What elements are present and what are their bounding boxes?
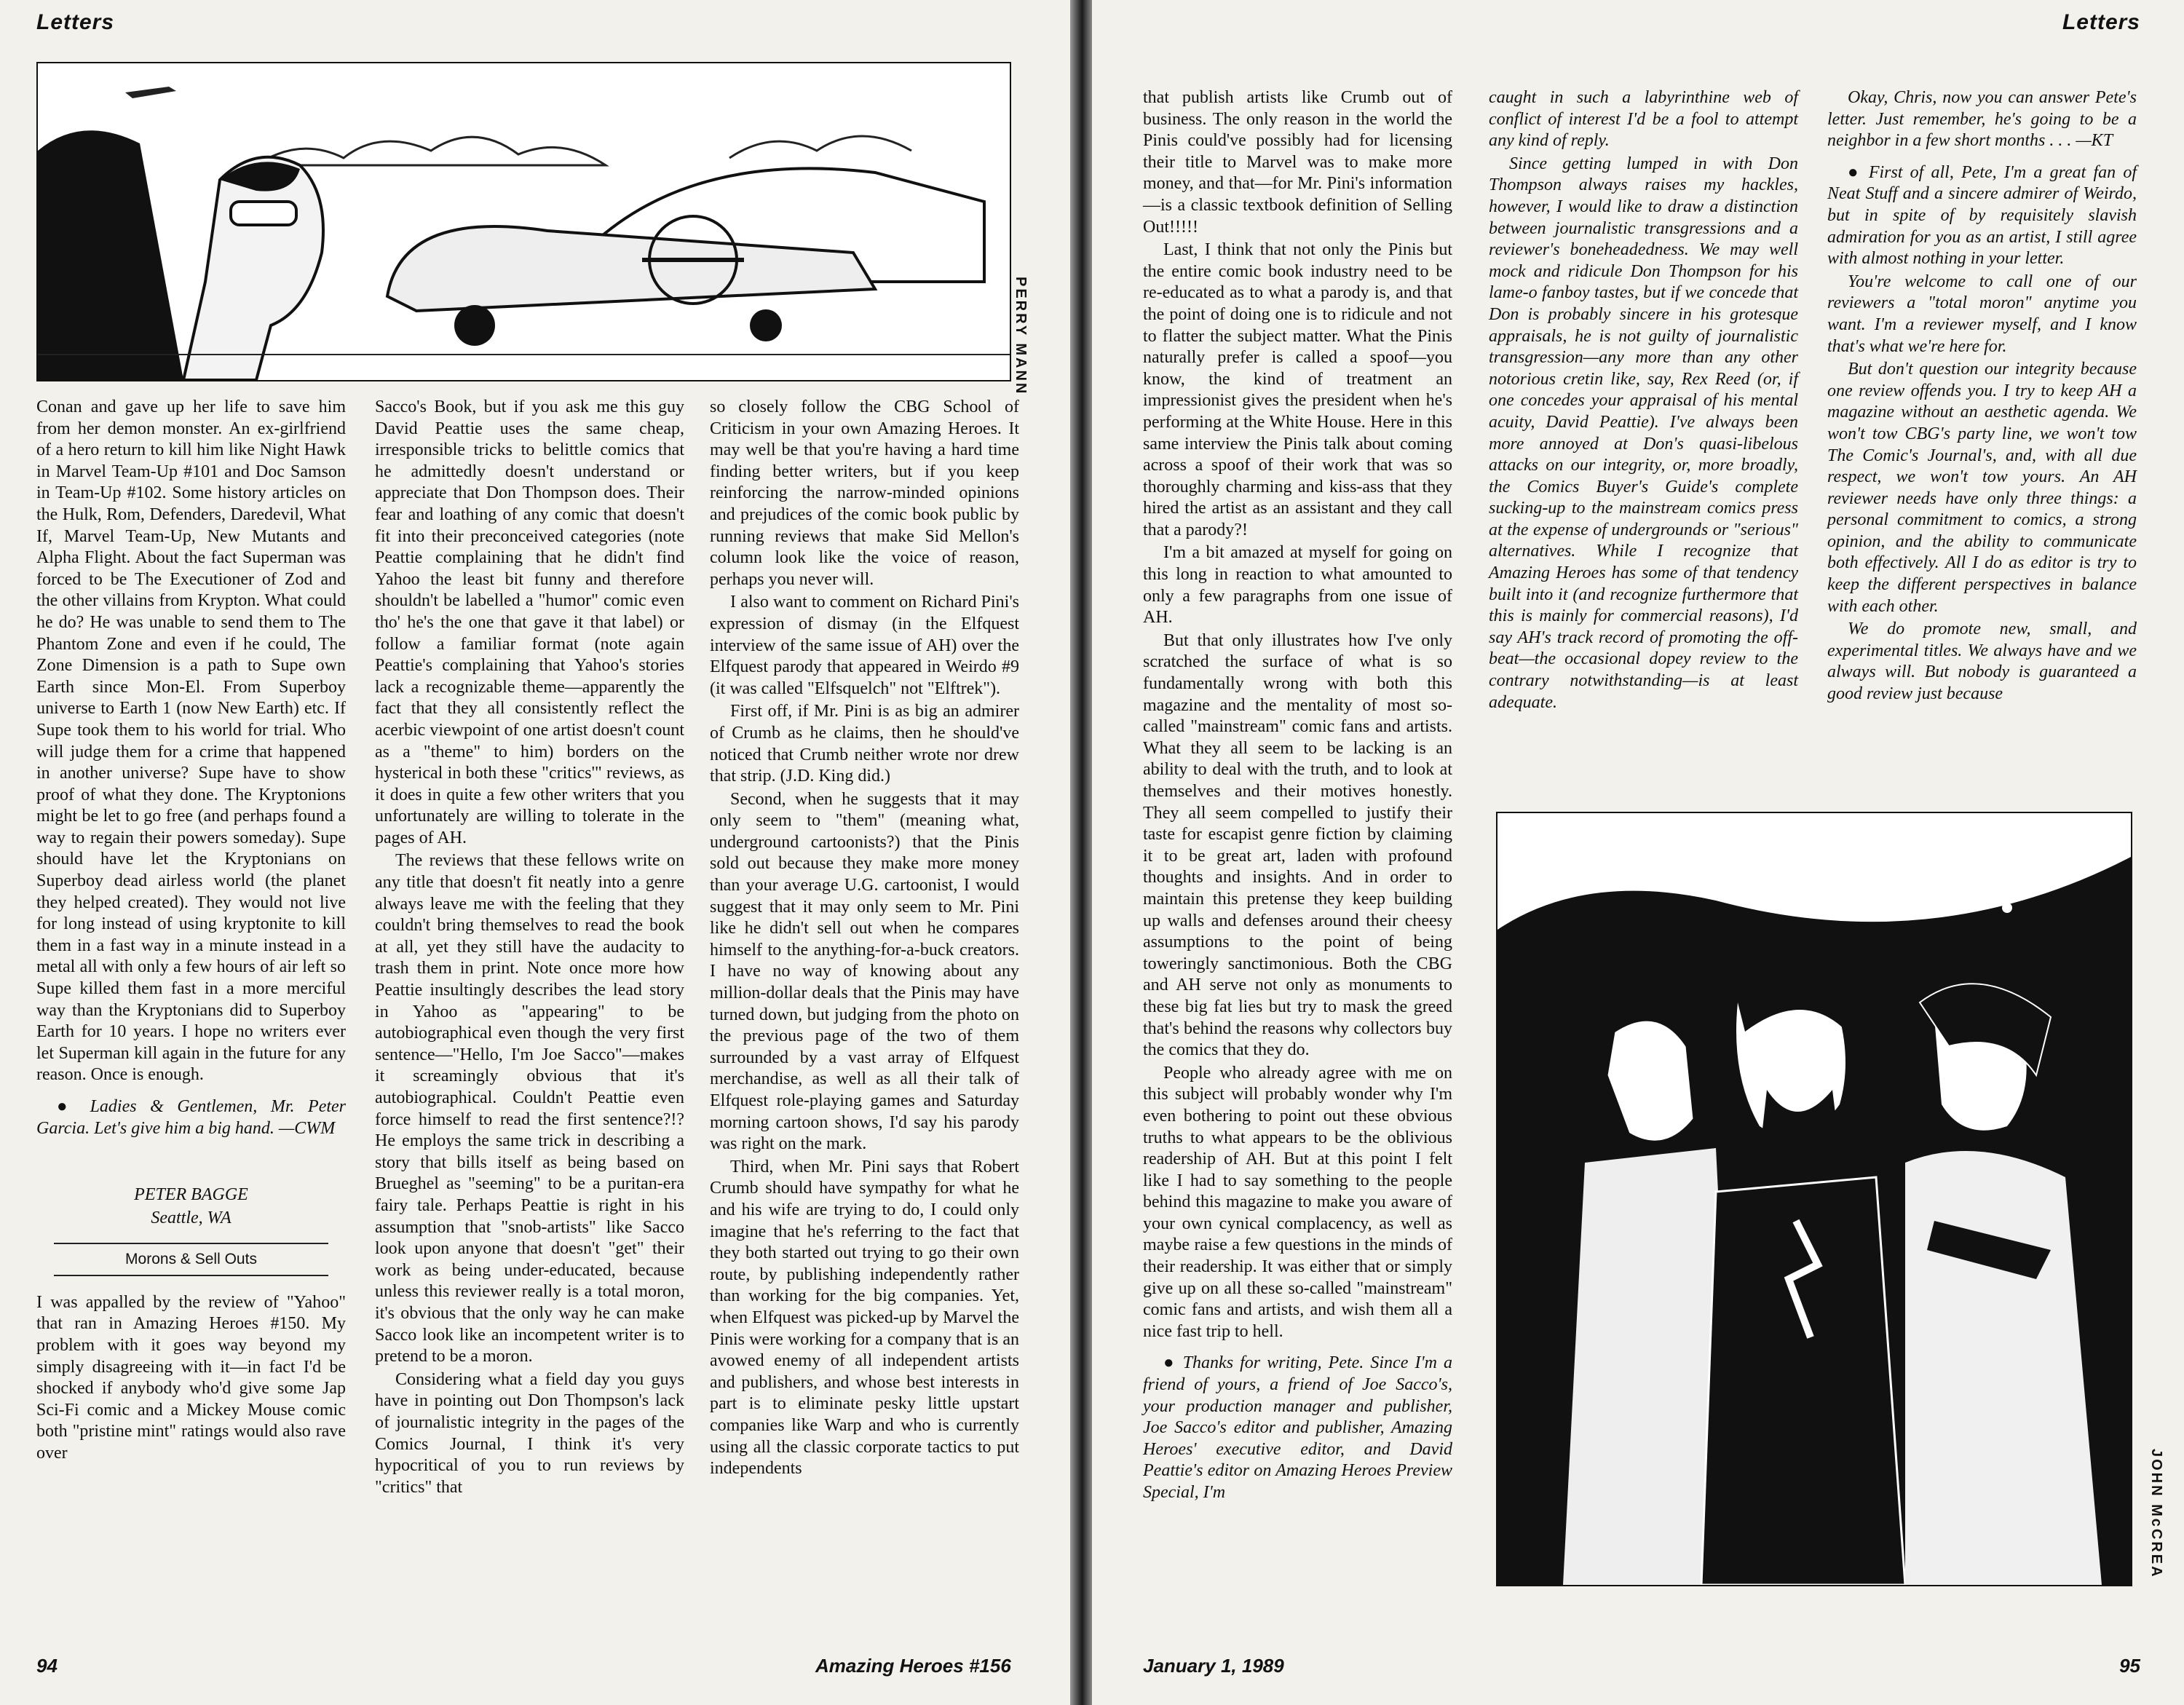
letter-location: Seattle, WA [151,1208,232,1228]
letter-signature [36,1183,346,1230]
letter-heading: Morons & Sell Outs [54,1243,328,1276]
letter-paragraph: Sacco's Book, but if you ask me this guy David Peattie uses the same cheap, irresponsible tricks to belittle comics that he admittedly doesn't understand or appreciate that Don Thompson does. Their fear and loathing of any comic that doesn't fit into their preconceived categories (note Peattie complaining that he didn't find Yahoo the least bit funny and therefore shouldn't be labelled a "humor" comic even tho' he's the one that gave it that label) or follow a familiar format (note again Peattie's complaining that Yahoo's stories lack a recognizable theme—apparently the fact that they all consistently reflect the acerbic viewpoint of one artist doesn't count as a "theme" to him) borders on the hysterical in both these "critics'" reviews, as it does in quite a few other writers that you unfortunately are willing to tolerate in the pages of AH. [375,397,684,847]
right-column-2 [1489,87,1798,715]
right-page [1092,0,2184,1705]
left-page [0,0,1070,1705]
letter-paragraph: People who already agree with me on this subject will probably wonder why I'm even bothering to point out these obvious truths to what appears to be the oblivious readership of AH. But at this point I felt like I had to say something to the people behind this magazine to make you aware of your own cynical complacency, as well as maybe raise a few questions in the minds of their readership. It was either that or simply give up on all these so-called "mainstream" comic fans and artists, and wish them all a nice fast trip to hell. [1143,1063,1452,1341]
letter-paragraph: I also want to comment on Richard Pini's expression of dismay (in the Elfquest interview of the same issue of AH) over the Elfquest parody that appeared in Weirdo #9 (it was called "Elfsquelch" not "Elftrek"). [710,593,1019,698]
letter-paragraph: Conan and gave up her life to save him from her demon monster. An ex-girlfriend of a hero return to kill him like Night Hawk in Marvel Team-Up #101 and Doc Samson in Team-Up #102. Some history articles on the Hulk, Rom, Defenders, Daredevil, What If, Marvel Team-Up, New Mutants and Alpha Flight. About the fact Superman was forced to be The Executioner of Zod and the other villains from Krypton. What could he do? He was unable to send them to The Phantom Zone and even if he could, The Zone Dimension is a path to Supe own Earth since Mon-El. From Superboy universe to Earth 1 (now New Earth) etc. If Supe took them to his world for trial. Who will judge them for a crime that happened in another universe? Supe have to show proof of what they done. The Kryptonions might be let to go free (and perhaps found a way to regain their powers someday). Supe should have let the Kryptonians on Superboy dead airless world (the planet they helped created). They would not live for long instead of using kryptonite to kill them in a fast way in a minute instead in a metal all with only a few hours of air left so Supe killed them fast in a more merciful way than the Kryptonians did to Superboy Earth for 10 years. I hope no writers ever let Superman kill again in the future for any reason. Once is enough. [36,397,346,1085]
letter-paragraph: Third, when Mr. Pini says that Robert Crumb should have sympathy for what he and his wife are trying to do, I could only imagine that he's referring to the fact that they both started out trying to go their own route, by publishing independently rather than working for the big companies. Yet, when Elfquest was picked-up by Marvel the Pinis were working for a company that is an avowed enemy of all independent artists and publishers, and whose best interests in part is to eliminate pesky little upstart companies like Warp and who is currently using all the classic corporate tactics to put independents [710,1157,1019,1479]
editor-paragraph: We do promote new, small, and experimental titles. We always have and we always will. But nobody is guaranteed a good review just because [1827,620,2137,704]
characters-illustration [1496,812,2132,1586]
page-number: 94 [36,1655,58,1677]
airfield-illustration-drawing [38,63,1010,380]
book-gutter [1070,0,1092,1705]
editor-paragraph: You're welcome to call one of our reviewers a "total moron" anytime you want. I'm a reviewer myself, and I know that's what we're here for. [1827,272,2137,356]
editor-paragraph: caught in such a labyrinthine web of conflict of interest I'd be a fool to attempt any kind of reply. [1489,88,1798,151]
left-column-2 [375,397,684,1500]
letter-paragraph: Second, when he suggests that it may only seem to "them" (meaning what, underground cartoonists?) that the Pinis sold out because they make more money than your average U.G. cartoonist, I would suggest that it may only seem to Mr. Pini like he didn't sell out when he compares himself to the anything-for-a-buck creators. I have no way of knowing about any million-dollar deals that the Pinis may have turned down, but judging from the photo on the previous page of the two of them surrounded by a vast array of Elfquest merchandise, as well as all their talk of Elfquest role-playing games and Saturday morning cartoon shows, I'd say his parody was right on the mark. [710,789,1019,1154]
right-column-1 [1143,87,1452,1506]
issue-date: January 1, 1989 [1143,1655,1284,1677]
letter-paragraph: that publish artists like Crumb out of business. The only reason in the world the Pinis could've possibly had for licensing their title to Marvel was to make more money, and that—for Mr. Pini's information—is a classic textbook definition of Selling Out!!!!! [1143,88,1452,237]
art-credit: PERRY MANN [1013,277,1029,396]
editor-paragraph: Since getting lumped in with Don Thompson always raises my hackles, however, I would like to draw a distinction between journalistic transgressions and a reviewer's boneheadedness. We may well mock and ridicule Don Thompson for his lame-o fanboy tastes, but if we concede that Don is probably sincere in his grotesque appraisals, he is not guilty of journalistic transgression—any more than any other notorious cretin like, say, Rex Reed (or, if one concedes your appraisal of his mental acuity, David Peattie). I've always been more annoyed at Don's quasi-libelous attacks on our integrity, or, more broadly, the Comics Buyer's Guide's complete sucking-up to the mainstream comics press at the expense of undergrounds or "serious" alternatives. While I recognize that Amazing Heroes has some of that tendency built into it (and recognize furthermore that this is mainly for commercial reasons), I'd say AH's track record of promoting the off-beat—the occasional dopey review to the contrary notwithstanding—is at least adequate. [1489,154,1798,712]
editor-paragraph: Okay, Chris, now you can answer Pete's letter. Just remember, he's going to be a neighbor in a few short months . . . —KT [1827,88,2137,151]
letter-paragraph: First off, if Mr. Pini is as big an admirer of Crumb as he claims, then he should've noticed that Crumb neither wrote nor drew that strip. (J.D. King did.) [710,702,1019,786]
letter-paragraph: Last, I think that not only the Pinis but the entire comic book industry need to be re-educated as to what a parody is, and that the point of doing one is to ridicule and not to flatter the subject matter. What the Pinis naturally prefer is called a spoof—you know, the kind of treatment an impressionist gives the president when he's performing at the White House. Here in this same interview the Pinis talk about coming across a spoof of their work that was so thoroughly charming and kiss-ass that they hired the artist as an assistant and they call that a parody?! [1143,240,1452,539]
magazine-issue: Amazing Heroes #156 [815,1655,1011,1677]
running-head: Letters [36,10,115,34]
letter-paragraph: I'm a bit amazed at myself for going on this long in reaction to what amounted to only a few paragraphs from one issue of AH. [1143,543,1452,628]
editor-paragraph: But don't question our integrity because one review offends you. I try to keep AH a magazine without an aesthetic agenda. We won't tow CBG's party line, we won't tow The Comic's Journal's, and, with all due respect, we won't tow yours. An AH reviewer needs have only three things: a personal commitment to comics, a strong opinion, and the ability to communicate both effectively. All I do as editor is try to keep the different perspectives in balance with each other. [1827,360,2137,616]
left-column-1 [36,397,346,1466]
letter-paragraph: But that only illustrates how I've only scratched the surface of what is so fundamentally wrong with both this magazine and the mentality of most so-called "mainstream" comic fans and artists. What they all seem to be lacking is an ability to deal with the truth, and to look at themselves and their motives honestly. They all seem compelled to justify their taste for escapist genre fiction by claiming it to be great art, laden with profound thoughts and insights. And in order to maintain this pretense they keep building up walls and defenses around their cheesy assumptions to the point of being toweringly sanctimonious. Both the CBG and AH serve not only as monuments to these big fat lies but try to mask the greed that's behind the reasons why collectors buy the comics that they do. [1143,630,1452,1060]
page-number: 95 [2119,1655,2140,1677]
letter-paragraph: I was appalled by the review of "Yahoo" that ran in Amazing Heroes #150. My problem with it goes way beyond my simply disagreeing with it—in fact I'd be shocked if anybody who'd give some Jap Sci-Fi comic and a Mickey Mouse comic both "pristine mint" ratings would also rave over [36,1292,346,1463]
editor-note: ● Thanks for writing, Pete. Since I'm a friend of yours, a friend of Joe Sacco's, your production manager and publisher, Joe Sacco's editor and publisher, Amazing Heroes' executive editor, and David Peattie's editor on Amazing Heroes Preview Special, I'm [1143,1353,1452,1503]
editor-paragraph: ● First of all, Pete, I'm a great fan of Neat Stuff and a sincere admirer of Weirdo, but in spite of by requisitely slavish admiration for you as an artist, I still agree with almost nothing in your letter. [1827,162,2137,270]
right-column-3 [1827,87,2137,707]
running-head: Letters [2062,10,2140,34]
left-column-3 [710,397,1019,1482]
art-credit: JOHN McCREA [2148,1449,2164,1579]
editor-note: ● Ladies & Gentlemen, Mr. Peter Garcia. Let's give him a big hand. —CWM [36,1096,346,1139]
characters-illustration-drawing [1497,813,2131,1585]
airfield-illustration [36,62,1011,381]
letter-paragraph: Considering what a field day you guys have in pointing out Don Thompson's lack of journalistic integrity in the pages of the Comics Journal, I think it's very hypocritical of you to run reviews by "critics" that [375,1369,684,1497]
letter-paragraph: The reviews that these fellows write on any title that doesn't fit neatly into a genre always leave me with the feeling that they couldn't bring themselves to read the book at all, yet they still have the audacity to trash them in print. Note once more how Peattie insultingly describes the lead story in Yahoo as "appearing" to be autobiographical even though the very first sentence—"Hello, I'm Joe Sacco"—makes it screamingly obvious that it's autobiographical. Couldn't Peattie even force himself to read the first sentence?!? He employs the same trick in describing a story that bills itself as being based on Brueghel as "seeming" to be a puritan-era fairy tale. Perhaps Peattie is right in his assumption that "snob-artists" like Sacco look upon anyone that doesn't "get" their work as being under-educated, because unless this reviewer really is a total moron, it's obvious that the only way he can make Sacco look like an incompetent writer is to pretend to be a moron. [375,851,684,1366]
letter-paragraph: so closely follow the CBG School of Criticism in your own Amazing Heroes. It may well be that you're having a hard time finding better writers, but if you keep reinforcing the narrow-minded opinions and prejudices of the comic book public by running reviews that make Sid Mellon's column look like the voice of reason, perhaps you never will. [710,397,1019,589]
letter-author: PETER BAGGE [134,1185,248,1205]
